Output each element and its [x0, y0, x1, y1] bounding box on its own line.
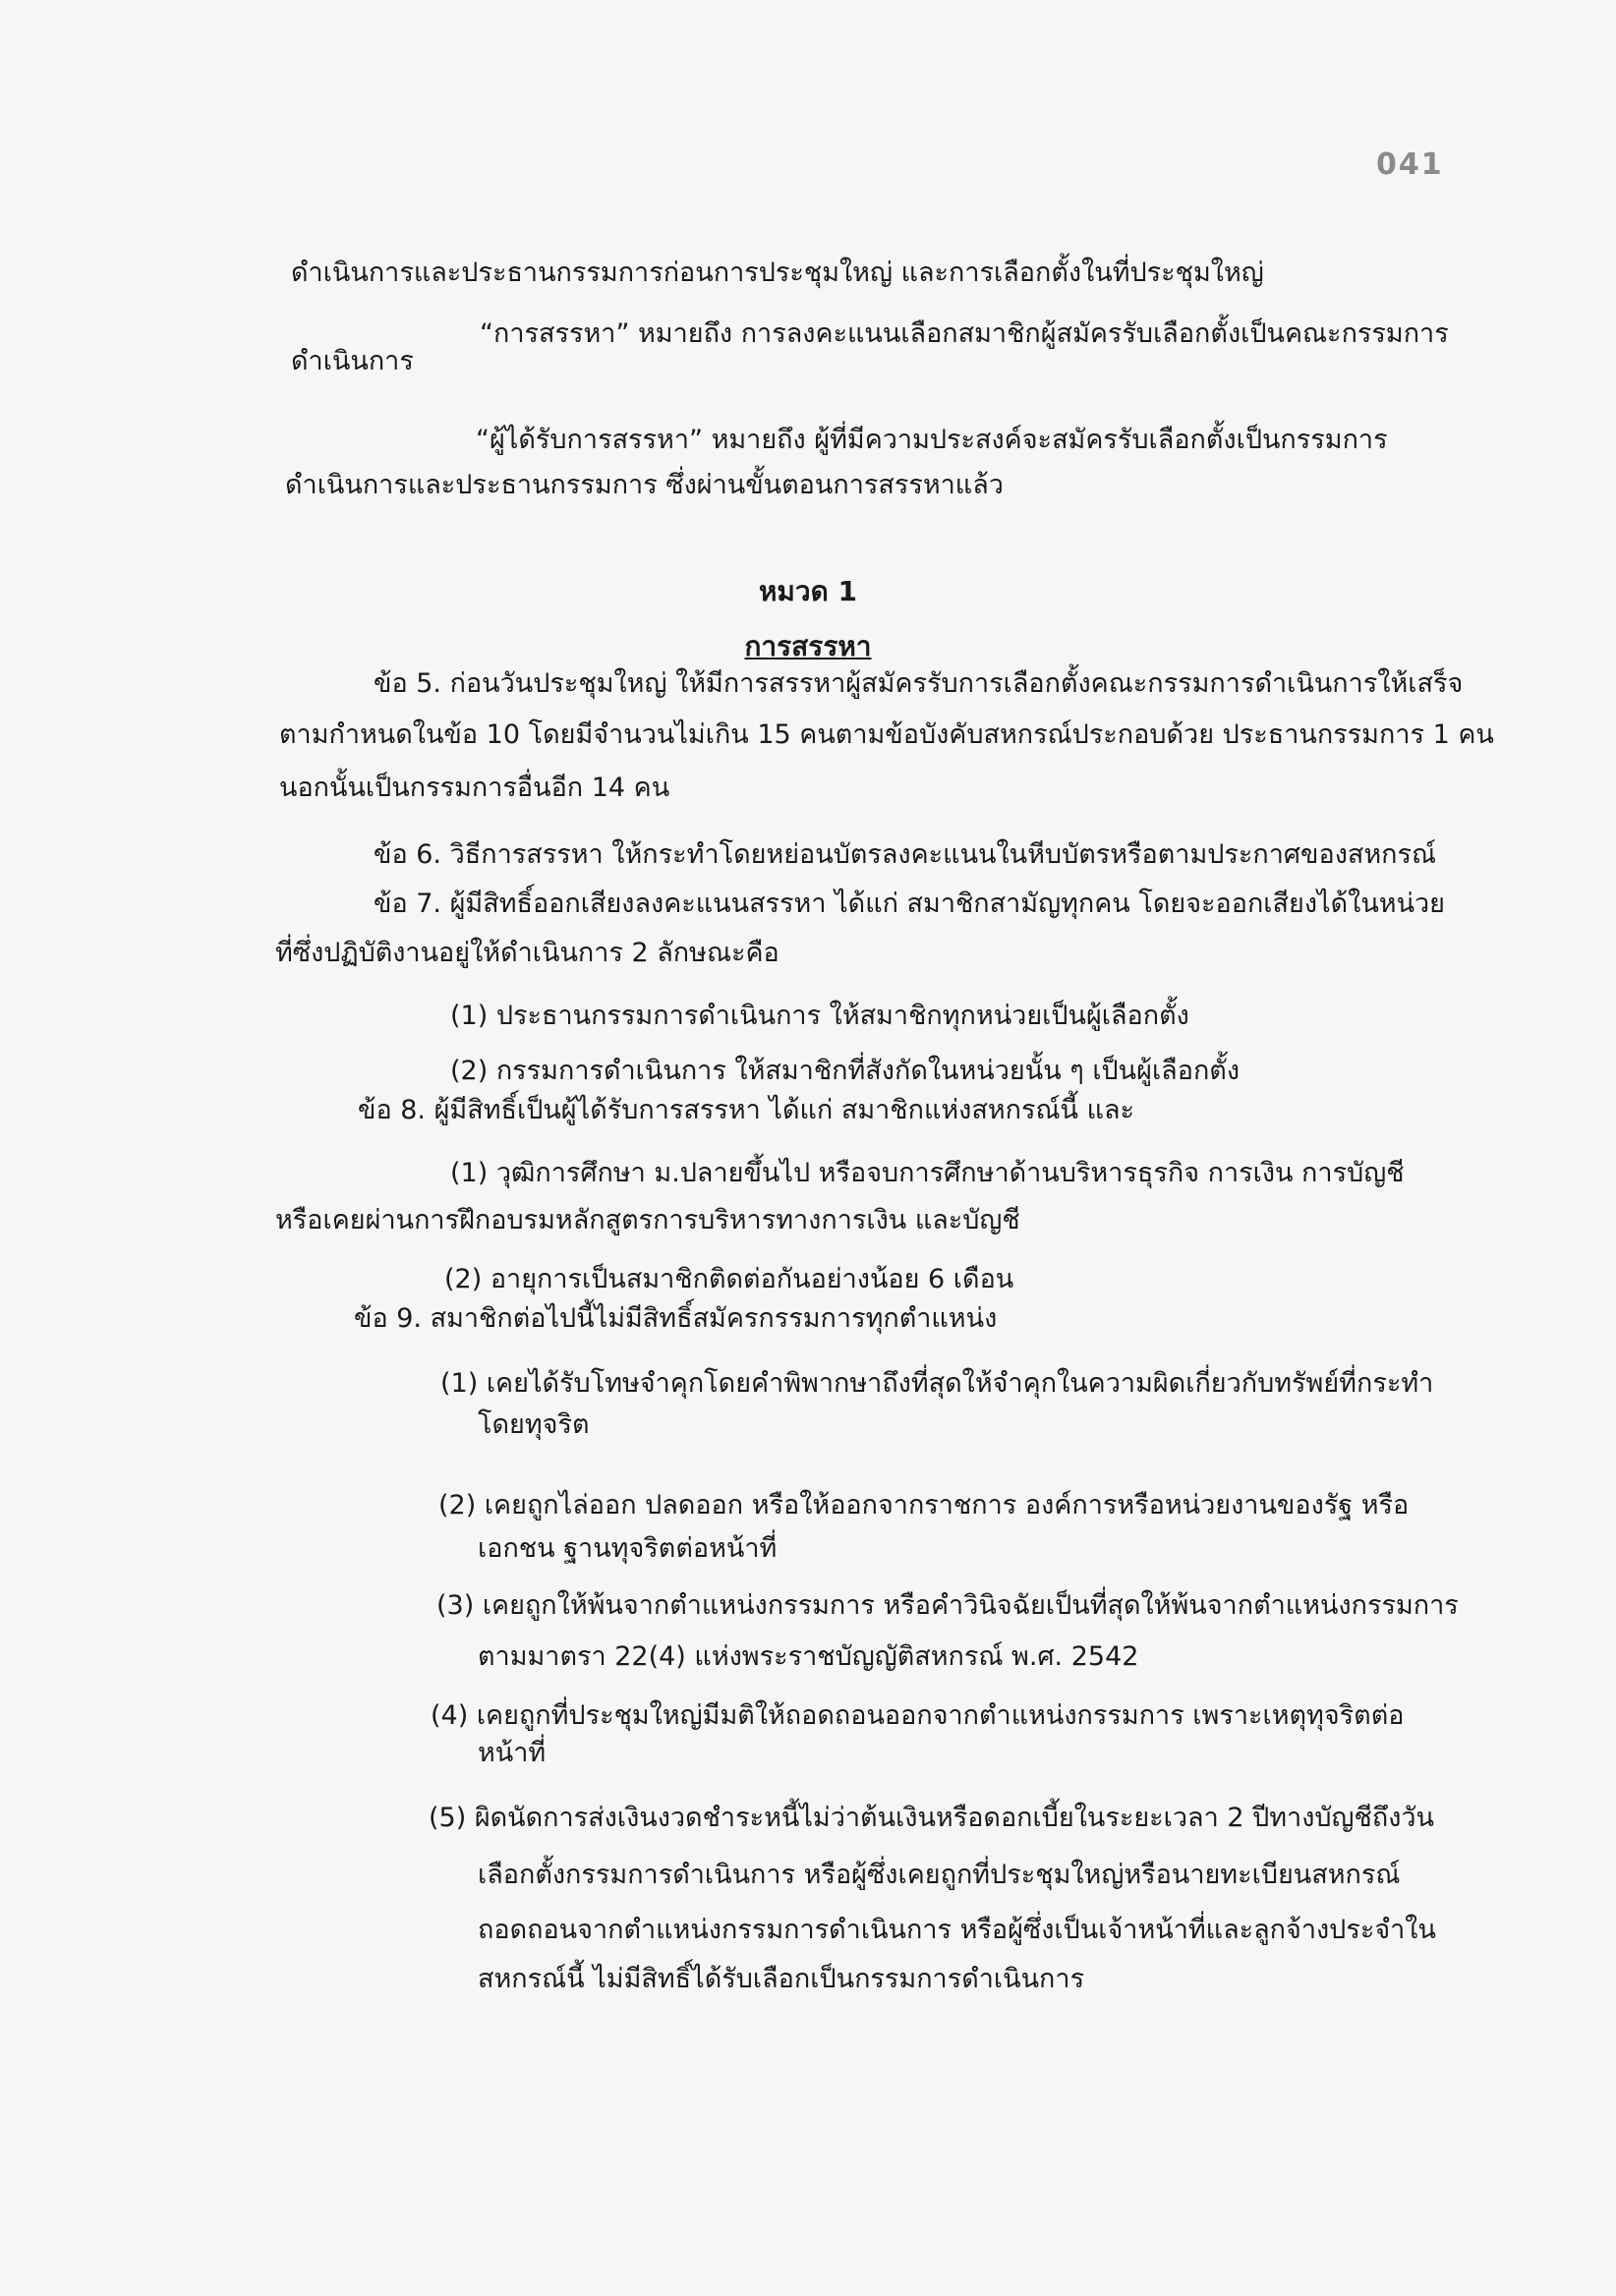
- text-line: สหกรณ์นี้ ไม่มีสิทธิ์ได้รับเลือกเป็นกรรมการดำเนินการ: [478, 1964, 1085, 1994]
- text-line: (2) อายุการเป็นสมาชิกติดต่อกันอย่างน้อย 6 เดือน: [444, 1264, 1014, 1294]
- text-line: ข้อ 8. ผู้มีสิทธิ์เป็นผู้ได้รับการสรรหา ได้แก่ สมาชิกแห่งสหกรณ์นี้ และ: [358, 1095, 1135, 1125]
- text-line: (3) เคยถูกให้พ้นจากตำแหน่งกรรมการ หรือคำวินิจฉัยเป็นที่สุดให้พ้นจากตำแหน่งกรรมการ: [436, 1590, 1459, 1621]
- text-line: ตามมาตรา 22(4) แห่งพระราชบัญญัติสหกรณ์ พ.ศ. 2542: [478, 1641, 1139, 1672]
- text-line: ข้อ 9. สมาชิกต่อไปนี้ไม่มีสิทธิ์สมัครกรรมการทุกตำแหน่ง: [354, 1303, 998, 1334]
- text-line: “การสรรหา” หมายถึง การลงคะแนนเลือกสมาชิกผู้สมัครรับเลือกตั้งเป็นคณะกรรมการ: [480, 318, 1449, 349]
- text-line: โดยทุจริต: [478, 1409, 590, 1440]
- text-line: ข้อ 6. วิธีการสรรหา ให้กระทำโดยหย่อนบัตรลงคะแนนในหีบบัตรหรือตามประกาศของสหกรณ์: [374, 839, 1437, 870]
- text-line: ถอดถอนจากตำแหน่งกรรมการดำเนินการ หรือผู้ซึ่งเป็นเจ้าหน้าที่และลูกจ้างประจำใน: [478, 1915, 1436, 1945]
- text-line: เลือกตั้งกรรมการดำเนินการ หรือผู้ซึ่งเคยถูกที่ประชุมใหญ่หรือนายทะเบียนสหกรณ์: [478, 1860, 1401, 1890]
- text-line: หน้าที่: [478, 1738, 547, 1768]
- text-line: นอกนั้นเป็นกรรมการอื่นอีก 14 คน: [279, 773, 670, 803]
- text-line: ที่ซึ่งปฏิบัติงานอยู่ให้ดำเนินการ 2 ลักษณะคือ: [275, 938, 779, 968]
- page-number: 041: [1376, 147, 1444, 182]
- text-line: “ผู้ได้รับการสรรหา” หมายถึง ผู้ที่มีความประสงค์จะสมัครรับเลือกตั้งเป็นกรรมการ: [476, 425, 1388, 455]
- text-line: (5) ผิดนัดการส่งเงินงวดชำระหนี้ไม่ว่าต้นเงินหรือดอกเบี้ยในระยะเวลา 2 ปีทางบัญชีถึงวัน: [429, 1803, 1435, 1833]
- text-line: ดำเนินการ: [291, 346, 414, 376]
- text-line: (1) วุฒิการศึกษา ม.ปลายขึ้นไป หรือจบการศึกษาด้านบริหารธุรกิจ การเงิน การบัญชี: [450, 1158, 1405, 1188]
- text-line: ตามกำหนดในข้อ 10 โดยมีจำนวนไม่เกิน 15 คนตามข้อบังคับสหกรณ์ประกอบด้วย ประธานกรรมการ 1 คน: [279, 719, 1494, 750]
- text-line: เอกชน ฐานทุจริตต่อหน้าที่: [478, 1533, 778, 1564]
- section-title: การสรรหา: [744, 630, 872, 662]
- text-line: (2) กรรมการดำเนินการ ให้สมาชิกที่สังกัดในหน่วยนั้น ๆ เป็นผู้เลือกตั้ง: [450, 1056, 1241, 1086]
- text-line: ข้อ 7. ผู้มีสิทธิ์ออกเสียงลงคะแนนสรรหา ได้แก่ สมาชิกสามัญทุกคน โดยจะออกเสียงได้ในหน่วย: [374, 889, 1446, 919]
- text-line: (4) เคยถูกที่ประชุมใหญ่มีมติให้ถอดถอนออกจากตำแหน่งกรรมการ เพราะเหตุทุจริตต่อ: [431, 1700, 1405, 1731]
- text-line: หรือเคยผ่านการฝึกอบรมหลักสูตรการบริหารทางการเงิน และบัญชี: [275, 1205, 1020, 1235]
- text-line: ข้อ 5. ก่อนวันประชุมใหญ่ ให้มีการสรรหาผู้สมัครรับการเลือกตั้งคณะกรรมการดำเนินการให้เสร็จ: [374, 668, 1464, 699]
- text-line: ดำเนินการและประธานกรรมการ ซึ่งผ่านขั้นตอนการสรรหาแล้ว: [285, 470, 1004, 500]
- text-line: (1) ประธานกรรมการดำเนินการ ให้สมาชิกทุกหน่วยเป็นผู้เลือกตั้ง: [450, 1001, 1189, 1031]
- text-line: (1) เคยได้รับโทษจำคุกโดยคำพิพากษาถึงที่สุดให้จำคุกในความผิดเกี่ยวกับทรัพย์ที่กระทำ: [440, 1368, 1434, 1399]
- section-heading: หมวด 1: [758, 575, 858, 607]
- text-line: ดำเนินการและประธานกรรมการก่อนการประชุมใหญ่ และการเลือกตั้งในที่ประชุมใหญ่: [291, 258, 1264, 288]
- text-line: (2) เคยถูกไล่ออก ปลดออก หรือให้ออกจากราชการ องค์การหรือหน่วยงานของรัฐ หรือ: [438, 1490, 1410, 1521]
